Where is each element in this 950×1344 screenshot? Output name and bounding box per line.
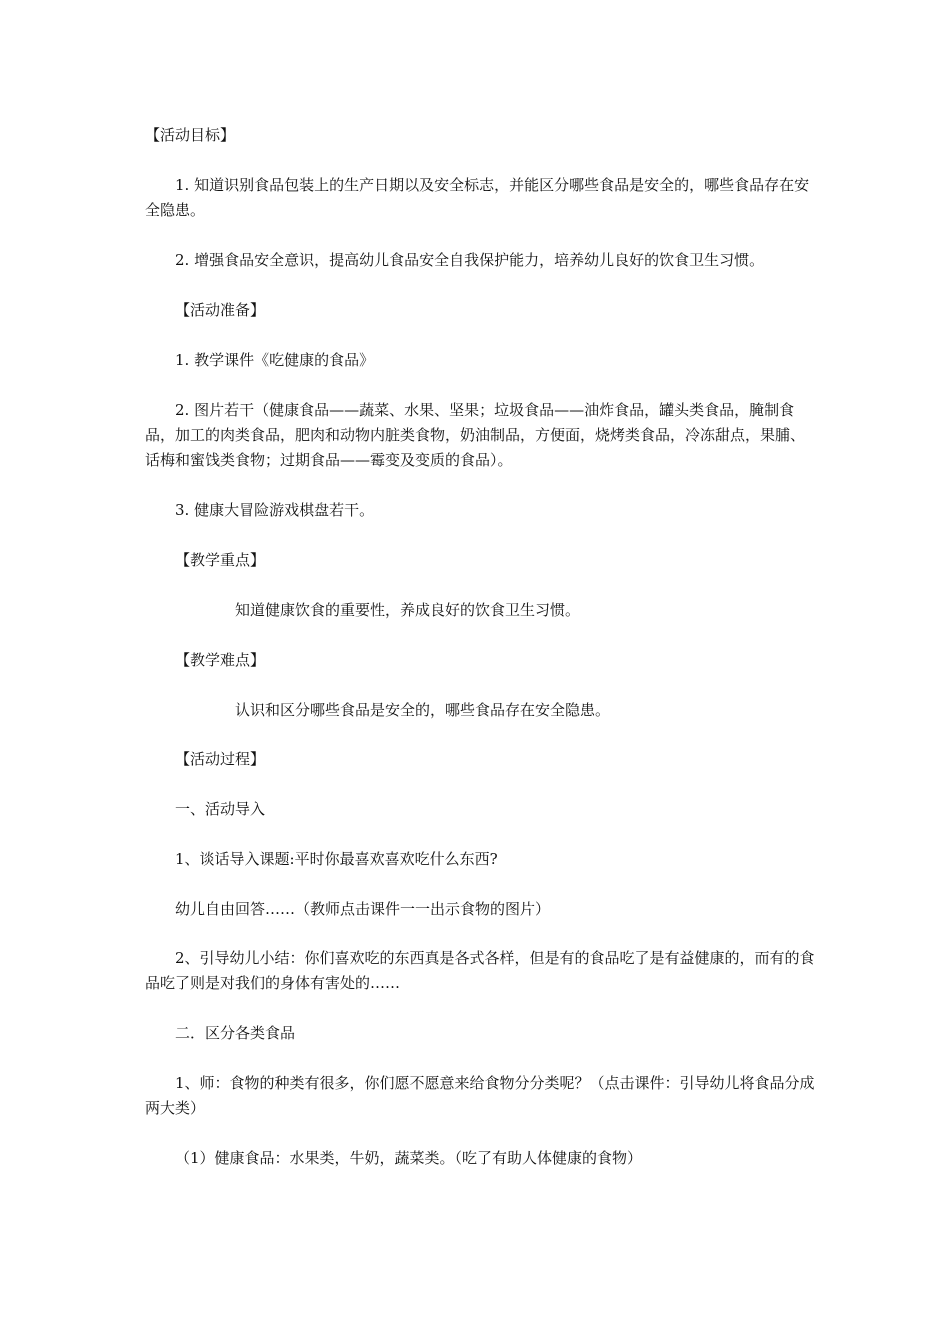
prep-item-2: 2. 图片若干（健康食品——蔬菜、水果、坚果；垃圾食品——油炸食品，罐头类食品，腌制食品，加工的肉类食品，肥肉和动物内脏类食物，奶油制品，方便面，烧烤类食品，冷冻甜点，果脯、话梅和蜜饯类食物；过期食品——霉变及变质的食品）。 [145,401,806,469]
process-classify-title: 二．区分各类食品 [175,1024,296,1042]
goal-heading: 【活动目标】 [145,126,236,144]
process-intro-item-1: 1、谈话导入课题:平时你最喜欢喜欢吃什么东西? [175,850,498,868]
process-classify-item-1a: （1）健康食品：水果类，牛奶，蔬菜类。（吃了有助人体健康的食物） [175,1149,643,1167]
process-heading: 【活动过程】 [175,750,266,768]
prep-item-1: 1. 教学课件《吃健康的食品》 [175,351,375,369]
prep-item-3: 3. 健康大冒险游戏棋盘若干。 [175,501,375,519]
process-intro-title: 一、活动导入 [175,800,266,818]
process-intro-item-2: 2、引导幼儿小结：你们喜欢吃的东西真是各式各样，但是有的食品吃了是有益健康的，而有的食品吃了则是对我们的身体有害处的…… [145,949,815,992]
goal-item-1: 1. 知道识别食品包装上的生产日期以及安全标志，并能区分哪些食品是安全的，哪些食品存在安全隐患。 [145,176,810,219]
difficulty-text: 认识和区分哪些食品是安全的，哪些食品存在安全隐患。 [235,701,611,719]
process-classify-item-1: 1、师：食物的种类有很多，你们愿不愿意来给食物分分类呢？（点击课件：引导幼儿将食品分成两大类） [145,1074,815,1117]
process-intro-answer: 幼儿自由回答……（教师点击课件一一出示食物的图片） [175,900,551,918]
goal-item-2: 2. 增强食品安全意识，提高幼儿食品安全自我保护能力，培养幼儿良好的饮食卫生习惯。 [175,251,765,269]
key-text: 知道健康饮食的重要性，养成良好的饮食卫生习惯。 [235,601,581,619]
key-heading: 【教学重点】 [175,551,266,569]
prep-heading: 【活动准备】 [175,301,266,319]
difficulty-heading: 【教学难点】 [175,651,266,669]
